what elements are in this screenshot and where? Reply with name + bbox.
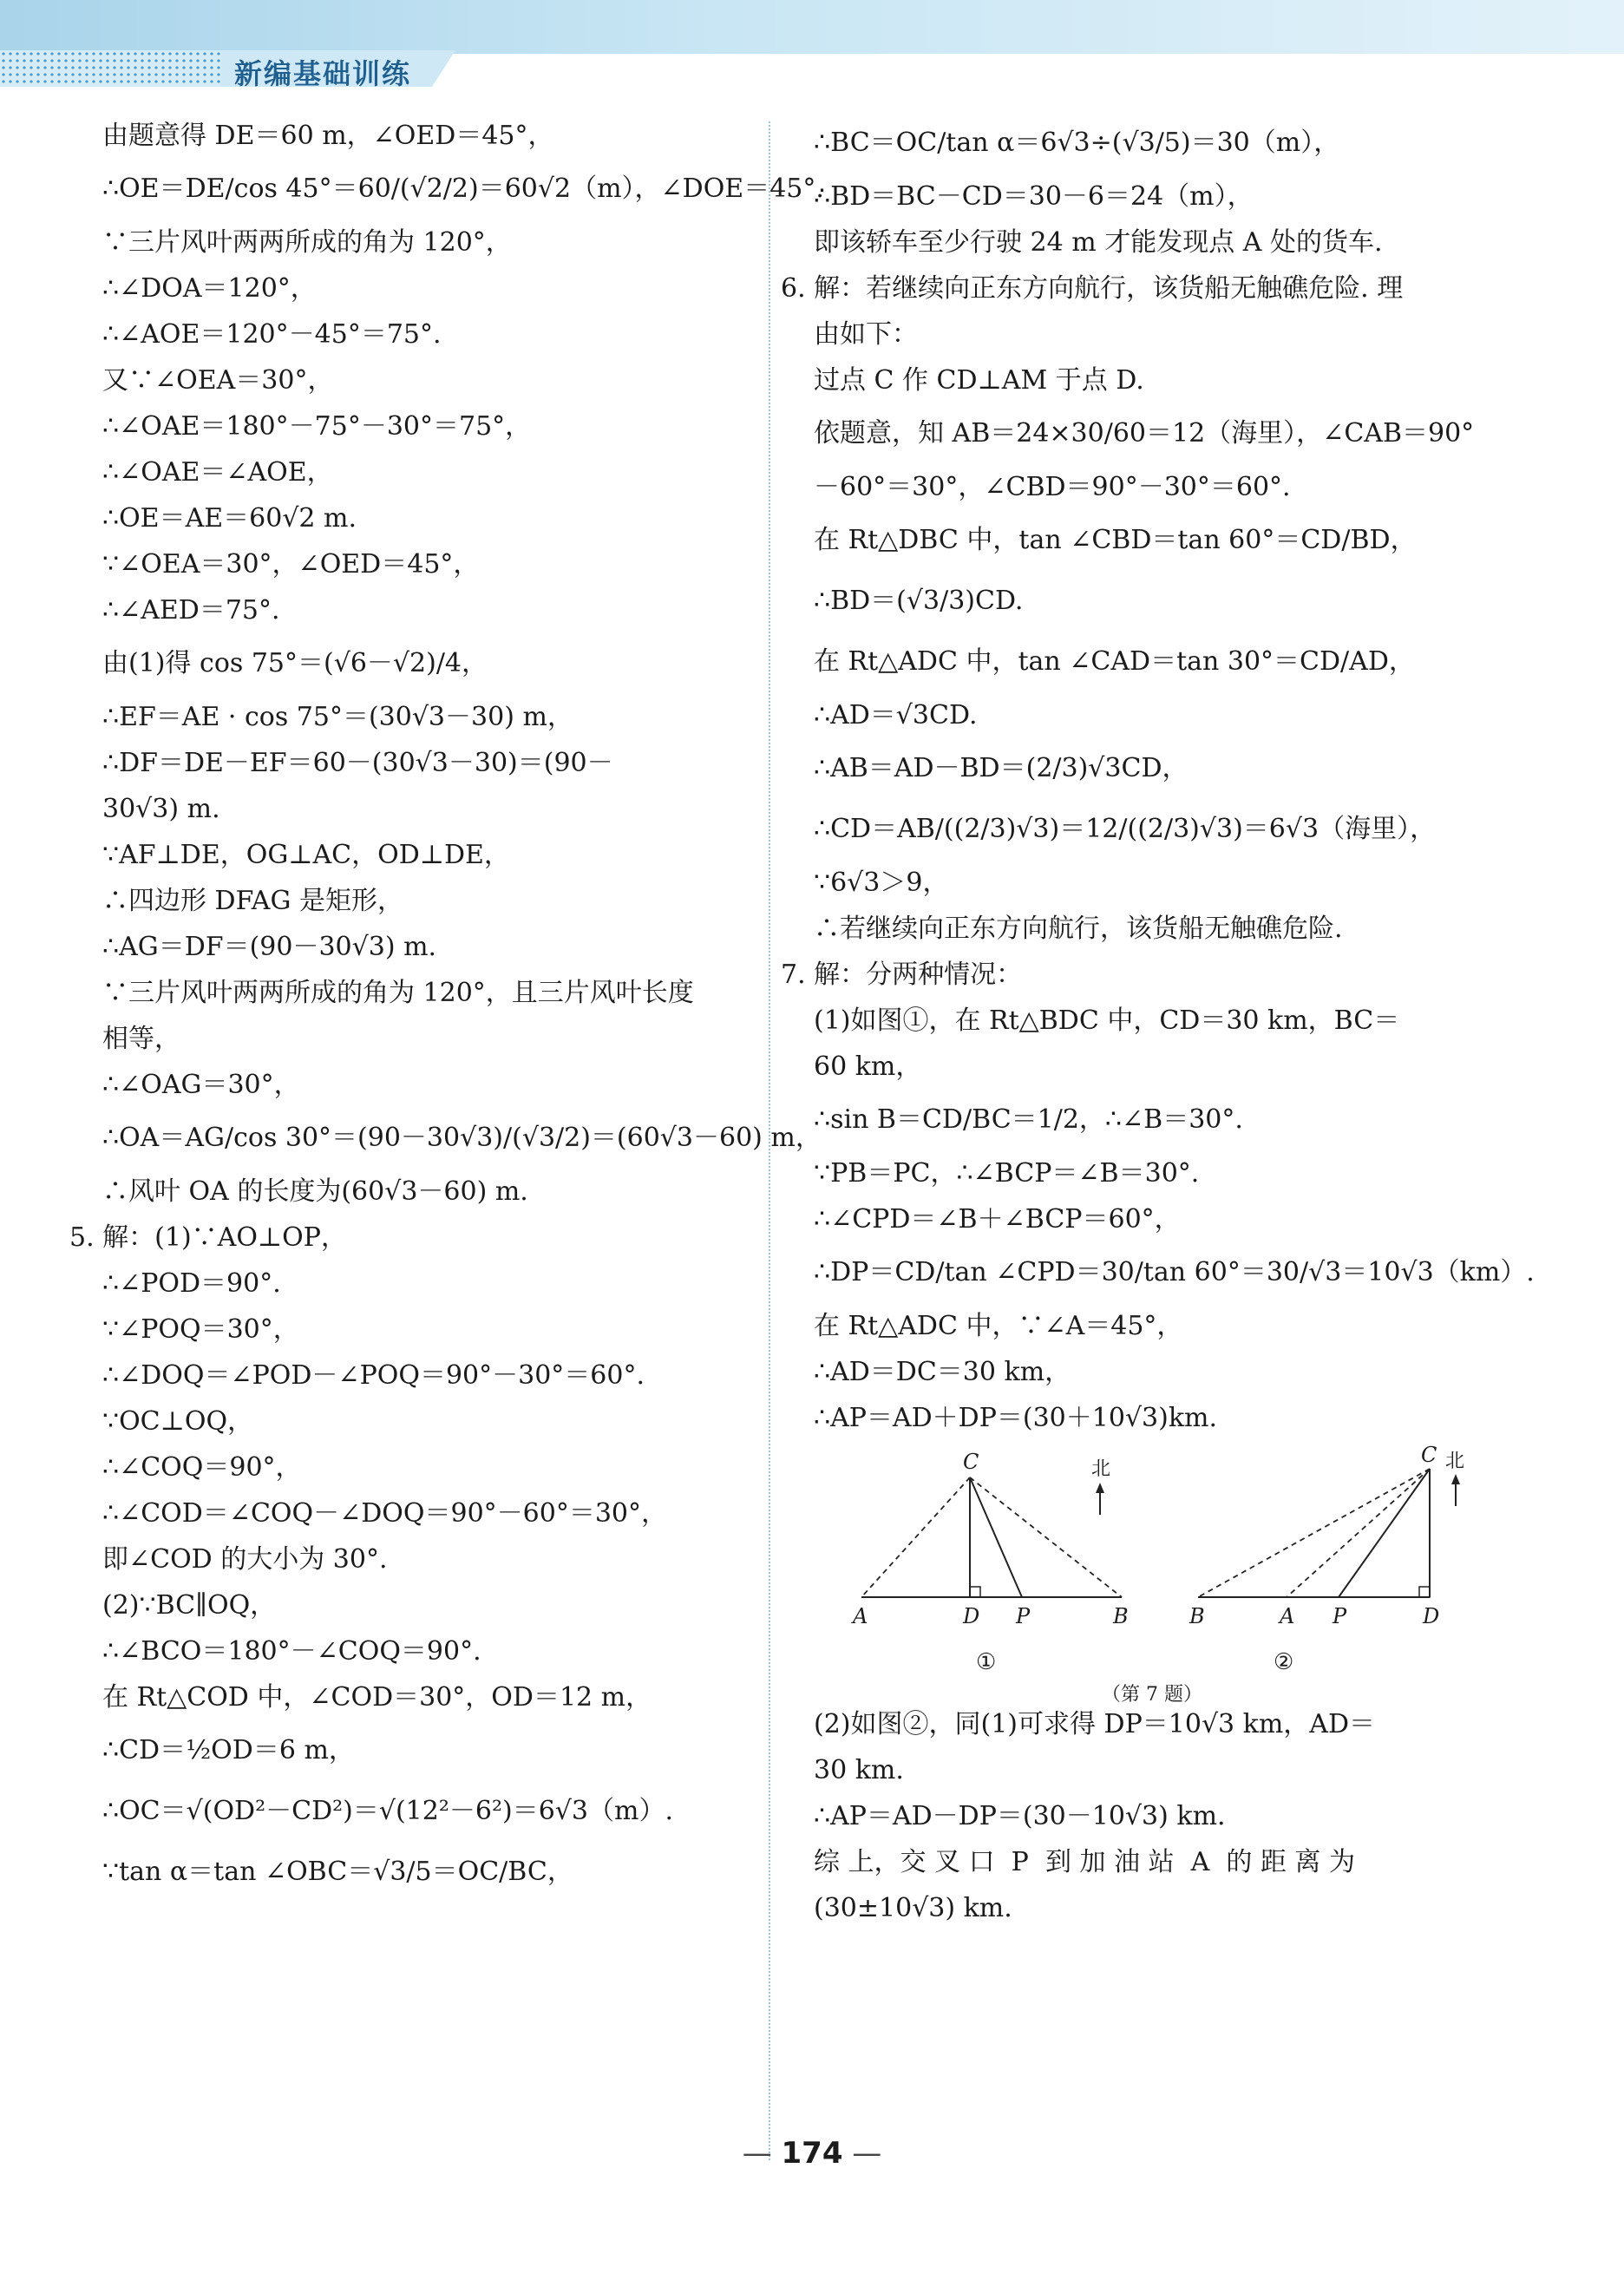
solution-line: ∴AB＝AD－BD＝(2/3)√3CD， [814,753,1189,783]
question-heading: 6. 解：若继续向正东方向航行，该货船无触礁危险. 理 [781,273,1404,304]
solution-line: ∵AF⊥DE，OG⊥AC，OD⊥DE， [102,840,510,870]
solution-line: ∵PB＝PC，∴∠BCP＝∠B＝30°. [814,1158,1200,1189]
solution-line: (2)∵BC∥OQ， [102,1590,277,1621]
fig1-label-c: C [963,1450,979,1474]
solution-line: 60 km， [814,1051,922,1082]
solution-line: ∴∠AOE＝120°－45°＝75°. [102,319,442,350]
page-number: 174 [781,2136,843,2171]
figure-1 [861,1477,1122,1597]
solution-line: ∴∠OAE＝∠AOE， [102,457,333,488]
figure-2 [1198,1469,1460,1597]
solution-line: 在 Rt△COD 中，∠COD＝30°，OD＝12 m， [102,1682,652,1713]
solution-line: ∴∠POD＝90°. [102,1268,281,1299]
right-column-top [781,113,1535,1441]
solution-line: 30 km. [814,1755,904,1785]
solution-line: ∴OE＝AE＝60√2 m. [102,503,357,534]
header-band [0,0,1624,54]
solution-line: ∴∠OAG＝30°， [102,1070,300,1100]
solution-line: 综 上，交 叉 口 P 到 加 油 站 A 的 距 离 为 [814,1847,1355,1877]
header-dot-pattern [0,50,221,87]
solution-line: ∴若继续向正东方向航行，该货船无触礁危险. [814,914,1343,944]
figure-caption: （第 7 题） [1102,1684,1202,1706]
solution-line: 30√3) m. [102,794,220,824]
footer-dash-left: — [742,2136,782,2171]
left-column [69,113,824,1903]
fig1-label-b: B [1113,1604,1129,1628]
solution-line: ∴∠OAE＝180°－75°－30°＝75°， [102,411,532,442]
solution-line: 相等， [102,1024,180,1054]
solution-line: 在 Rt△DBC 中，tan ∠CBD＝tan 60°＝CD/BD， [814,525,1417,555]
solution-line: ∴AD＝DC＝30 km， [814,1357,1071,1387]
solution-line: ∵三片风叶两两所成的角为 120°， [102,227,512,258]
solution-line: －60°＝30°，∠CBD＝90°－30°＝60°. [814,472,1291,502]
fig1-label-p: P [1016,1604,1031,1628]
solution-line: ∴BD＝BC－CD＝30－6＝24（m）， [814,181,1254,212]
solution-line: ∵∠OEA＝30°，∠OED＝45°， [102,549,480,580]
solution-line: 即∠COD 的大小为 30°. [102,1544,388,1575]
figure-problem-7 [814,1443,1490,1706]
solution-line: ∴四边形 DFAG 是矩形， [102,886,403,916]
solution-line: 即该轿车至少行驶 24 m 才能发现点 A 处的货车. [814,227,1383,258]
solution-line: 由题意得 DE＝60 m，∠OED＝45°， [102,121,554,151]
solution-line: ∴OC＝√(OD²－CD²)＝√(12²－6²)＝6√3（m）. [102,1796,673,1826]
solution-line: ∴∠CPD＝∠B＋∠BCP＝60°， [814,1204,1181,1235]
question-heading: 5. 解：(1)∵AO⊥OP， [69,1222,347,1253]
fig2-label-b: B [1189,1604,1205,1628]
solution-line: ∵tan α＝tan ∠OBC＝√3/5＝OC/BC， [102,1857,573,1887]
solution-line: ∴AP＝AD－DP＝(30－10√3) km. [814,1801,1226,1831]
page-header [0,0,1624,95]
solution-line: ∴∠AED＝75°. [102,595,280,626]
solution-line: 依题意，知 AB＝24×30/60＝12（海里），∠CAB＝90° [814,418,1475,449]
solution-line: ∴OA＝AG/cos 30°＝(90－30√3)/(√3/2)＝(60√3－60) m， [102,1123,822,1153]
solution-line: ∴∠COQ＝90°， [102,1452,302,1483]
solution-line: 在 Rt△ADC 中，∵∠A＝45°， [814,1311,1183,1341]
solution-line: 由如下： [814,319,918,350]
solution-line: ∴EF＝AE · cos 75°＝(30√3－30) m， [102,702,573,732]
solution-line: ∵三片风叶两两所成的角为 120°，且三片风叶长度 [102,978,694,1008]
right-column-bottom [814,1701,1490,1931]
solution-line: ∴∠DOQ＝∠POD－∠POQ＝90°－30°＝60°. [102,1360,645,1391]
header-title: 新编基础训练 [234,57,412,90]
solution-line: ∴CD＝AB/((2/3)√3)＝12/((2/3)√3)＝6√3（海里）， [814,814,1437,844]
figure-diagrams [814,1450,1490,1701]
fig2-label-c: C [1421,1443,1437,1467]
solution-line: ∴DF＝DE－EF＝60－(30√3－30)＝(90－ [102,748,613,778]
solution-line: ∴∠BCO＝180°－∠COQ＝90°. [102,1636,481,1667]
solution-line: 又∵∠OEA＝30°， [102,365,334,396]
fig2-label-p: P [1333,1604,1347,1628]
solution-line: 过点 C 作 CD⊥AM 于点 D. [814,365,1144,396]
solution-line: ∴DP＝CD/tan ∠CPD＝30/tan 60°＝30/√3＝10√3（km）. [814,1257,1535,1287]
fig2-label-d: D [1423,1604,1440,1628]
solution-line: ∴AG＝DF＝(90－30√3) m. [102,932,437,962]
solution-line: ∴∠COD＝∠COQ－∠DOQ＝90°－60°＝30°， [102,1498,668,1529]
solution-line: ∴AD＝√3CD. [814,700,978,730]
solution-line: ∴OE＝DE/cos 45°＝60/(√2/2)＝60√2（m），∠DOE＝45°. [102,174,824,204]
solution-line: ∵∠POQ＝30°， [102,1314,299,1345]
solution-line: ∴CD＝½OD＝6 m， [102,1735,355,1765]
solution-line: ∴风叶 OA 的长度为(60√3－60) m. [102,1176,528,1207]
solution-line: ∴sin B＝CD/BC＝1/2，∴∠B＝30°. [814,1104,1243,1135]
solution-line: (30±10√3) km. [814,1893,1012,1923]
fig2-number: ② [1274,1649,1294,1675]
fig2-north-label: 北 [1445,1451,1465,1472]
solution-line: ∴BC＝OC/tan α＝6√3÷(√3/5)＝30（m）， [814,128,1340,158]
solution-line: ∵OC⊥OQ， [102,1406,254,1437]
page-number-footer [0,2136,1624,2171]
solution-line: ∴BD＝(√3/3)CD. [814,586,1024,616]
solution-line: ∵6√3＞9， [814,868,949,898]
fig1-north-label: 北 [1091,1458,1111,1480]
solution-line: 在 Rt△ADC 中，tan ∠CAD＝tan 30°＝CD/AD， [814,646,1415,677]
solution-line: ∴AP＝AD＋DP＝(30＋10√3)km. [814,1403,1218,1433]
fig1-number: ① [976,1649,997,1675]
footer-dash-right: — [842,2136,882,2171]
solution-line: 由(1)得 cos 75°＝(√6－√2)/4， [102,648,488,678]
fig1-label-a: A [853,1604,868,1628]
solution-line: (1)如图①，在 Rt△BDC 中，CD＝30 km，BC＝ [814,1005,1400,1036]
fig2-label-a: A [1280,1604,1295,1628]
right-column [781,113,1535,1931]
fig1-label-d: D [963,1604,980,1628]
solution-line: ∴∠DOA＝120°， [102,273,317,304]
solution-line: (2)如图②，同(1)可求得 DP＝10√3 km，AD＝ [814,1709,1376,1739]
question-heading: 7. 解：分两种情况： [781,960,1023,990]
